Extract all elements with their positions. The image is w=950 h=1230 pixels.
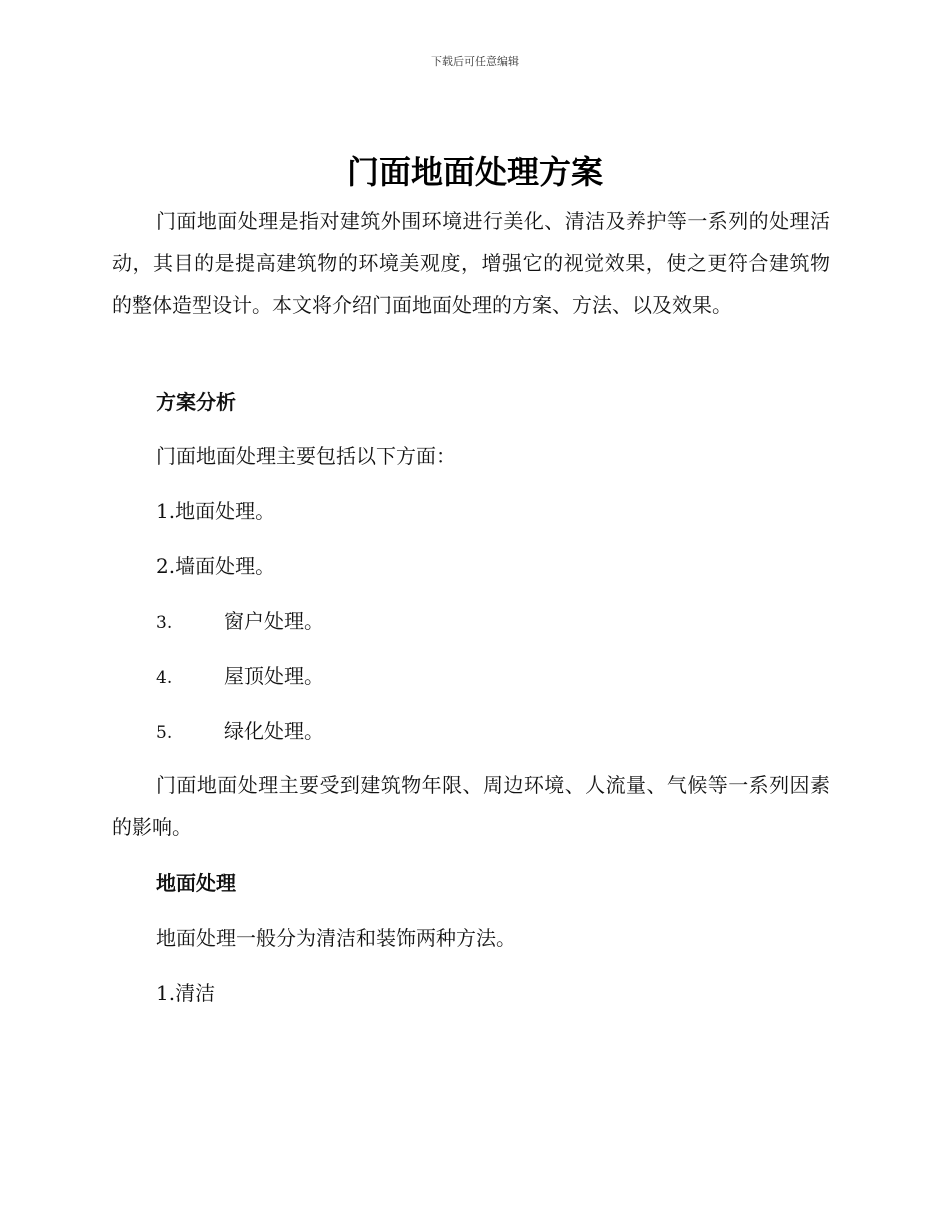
list-item bbox=[156, 496, 275, 526]
section-lead-paragraph: 门面地面处理主要包括以下方面： bbox=[156, 444, 456, 468]
section-heading-plan-analysis: 方案分析 bbox=[156, 390, 236, 414]
list-item-text: 地面处理。 bbox=[175, 499, 276, 523]
section-lead-paragraph: 地面处理一般分为清洁和装饰两种方法。 bbox=[156, 926, 516, 950]
list-item-text: 屋顶处理。 bbox=[224, 664, 324, 688]
list-item: 1.清洁 bbox=[156, 981, 216, 1005]
section-closing-paragraph: 门面地面处理主要受到建筑物年限、周边环境、人流量、气候等一系列因素的影响。 bbox=[112, 773, 830, 839]
list-item-text: 窗户处理。 bbox=[224, 609, 324, 633]
list-item bbox=[156, 661, 324, 693]
list-item bbox=[156, 716, 324, 748]
list-item-number: 4. bbox=[156, 668, 173, 688]
list-item bbox=[156, 606, 324, 638]
list-item-number: 3. bbox=[156, 613, 173, 633]
document-title: 门面地面处理方案 bbox=[346, 153, 603, 191]
section-heading-ground-treatment: 地面处理 bbox=[156, 871, 236, 895]
header-note: 下载后可任意编辑 bbox=[431, 55, 519, 68]
list-item bbox=[156, 551, 275, 581]
list-item-number: 2. bbox=[156, 554, 176, 578]
list-item-number: 1. bbox=[156, 499, 176, 523]
list-item-number: 5. bbox=[156, 723, 173, 743]
intro-paragraph: 门面地面处理是指对建筑外围环境进行美化、清洁及养护等一系列的处理活动，其目的是提高建筑物的环境美观度，增强它的视觉效果，使之更符合建筑物的整体造型设计。本文将介绍门面地面处理的方案、方法、以及效果。 bbox=[112, 209, 830, 317]
list-item-text: 绿化处理。 bbox=[224, 719, 324, 743]
list-item-text: 墙面处理。 bbox=[175, 554, 276, 578]
